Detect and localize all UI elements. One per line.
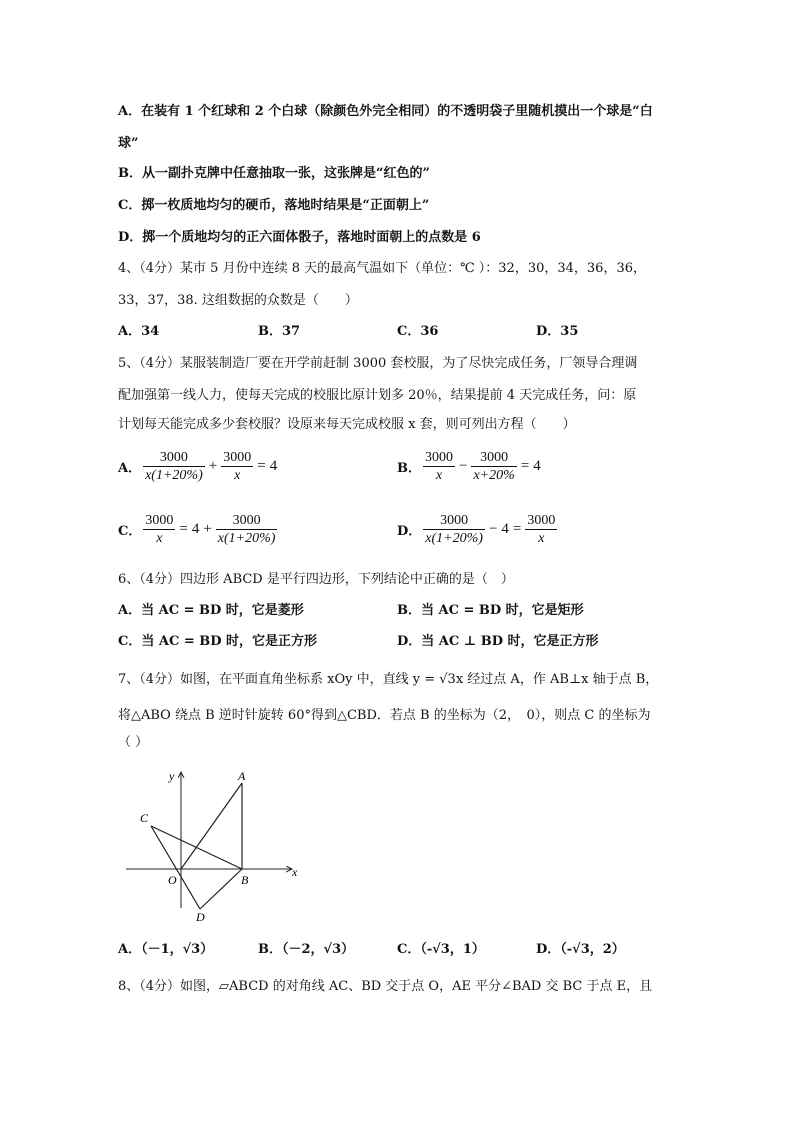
- q7-option-b: B．（－2，√3）: [258, 942, 355, 957]
- q3-option-a-line2: 球”: [118, 136, 139, 151]
- fraction: $\frac{3000}{x(1+20\%)}$: [145, 450, 203, 483]
- q7-stem-line3: （ ）: [118, 735, 149, 750]
- q6-option-b: B．当 AC = BD 时，它是矩形: [397, 603, 584, 618]
- q5-option-c: C． $\frac{3000}{x}$ = 4 + $\frac{3000}{x(1+20\%)}$: [118, 513, 276, 546]
- q5-stem-line2: 配加强第一线人力，使每天完成的校服比原计划多 20％，结果提前 4 天完成任务，问：原: [118, 388, 637, 403]
- q5-option-d: D． $\frac{3000}{x(1+20\%)}$ − 4 = $\frac{3000}{x}$: [397, 513, 556, 546]
- segment-oa: [181, 783, 242, 869]
- q5-option-b-label: B．: [397, 461, 421, 476]
- fraction: $\frac{3000}{x}$: [223, 450, 252, 483]
- fraction: $\frac{3000}{x}$: [145, 513, 174, 546]
- q6-option-c: C．当 AC = BD 时，它是正方形: [118, 634, 318, 649]
- fraction: $\frac{3000}{x}$: [425, 450, 453, 483]
- label-c: C: [140, 811, 149, 825]
- q7-option-a: A．（－1，√3）: [118, 942, 214, 957]
- fraction: $\frac{3000}{x}$: [527, 513, 556, 546]
- q3-option-a-line1: A．在装有 1 个红球和 2 个白球（除颜色外完全相同）的不透明袋子里随机摸出一个球是“白: [118, 104, 653, 119]
- q4-option-b: B．37: [258, 324, 301, 339]
- q6-stem: 6、（4分）四边形 ABCD 是平行四边形，下列结论中正确的是（ ）: [118, 572, 514, 587]
- fraction: $\frac{3000}{x(1+20\%)}$: [425, 513, 483, 546]
- q5-option-c-label: C．: [118, 524, 142, 539]
- q5-stem-line3: 计划每天能完成多少套校服？设原来每天完成校服 x 套，则可列出方程（ ）: [118, 417, 576, 432]
- fraction: $\frac{3000}{x+20\%}$: [473, 450, 515, 483]
- label-y: y: [169, 769, 175, 783]
- q5-option-b: B． $\frac{3000}{x}$ − $\frac{3000}{x+20\%}$ = 4: [397, 450, 541, 483]
- q7-option-c: C．（-√3，1）: [397, 942, 485, 957]
- q3-option-d: D．掷一个质地均匀的正六面体骰子，落地时面朝上的点数是 6: [118, 230, 481, 245]
- q4-option-a: A．34: [118, 324, 160, 339]
- label-x: x: [292, 865, 298, 879]
- q3-option-b: B．从一副扑克牌中任意抽取一张，这张牌是“红色的”: [118, 166, 430, 181]
- q4-stem-line1: 4、（4分）某市 5 月份中连续 8 天的最高气温如下（单位：℃ ）：32，30，34，36，36，: [118, 261, 646, 276]
- q4-stem-line2: 33，37，38. 这组数据的众数是（ ）: [118, 293, 358, 308]
- fraction: $\frac{3000}{x(1+20\%)}$: [217, 513, 276, 546]
- label-o: O: [168, 873, 177, 887]
- segment-db: [200, 869, 242, 909]
- q5-option-a-label: A．: [118, 461, 142, 476]
- q7-option-d: D．（-√3，2）: [536, 942, 625, 957]
- q5-option-a: A． $\frac{3000}{x(1+20\%)}$ + $\frac{3000}{x}$ = 4: [118, 450, 278, 483]
- q6-option-d: D．当 AC ⊥ BD 时，它是正方形: [397, 634, 599, 649]
- q6-option-a: A．当 AC = BD 时，它是菱形: [118, 603, 304, 618]
- q5-stem-line1: 5、（4分）某服装制造厂要在开学前赶制 3000 套校服，为了尽快完成任务，厂领导合理调: [118, 356, 638, 371]
- q7-coordinate-figure: [120, 766, 310, 926]
- q3-option-c: C．掷一枚质地均匀的硬币，落地时结果是“正面朝上”: [118, 198, 430, 213]
- q7-stem-line2: 将△ABO 绕点 B 逆时针旋转 60°得到△CBD．若点 B 的坐标为（2， 0），则点 C 的坐标为: [118, 708, 651, 723]
- q7-stem-line1: 7、（4分）如图，在平面直角坐标系 xOy 中，直线 y = √3x 经过点 A，作 AB⊥x 轴于点 B，: [118, 672, 659, 687]
- q4-option-d: D．35: [536, 324, 579, 339]
- label-a: A: [238, 769, 246, 783]
- segment-cb: [151, 826, 242, 869]
- segment-cd: [151, 826, 200, 909]
- label-b: B: [241, 873, 249, 887]
- q8-stem-line1: 8、（4分）如图，▱ABCD 的对角线 AC、BD 交于点 O，AE 平分∠BAD 交 BC 于点 E，且: [118, 979, 653, 994]
- q4-option-c: C．36: [397, 324, 439, 339]
- q5-option-d-label: D．: [397, 524, 422, 539]
- label-d: D: [196, 910, 205, 924]
